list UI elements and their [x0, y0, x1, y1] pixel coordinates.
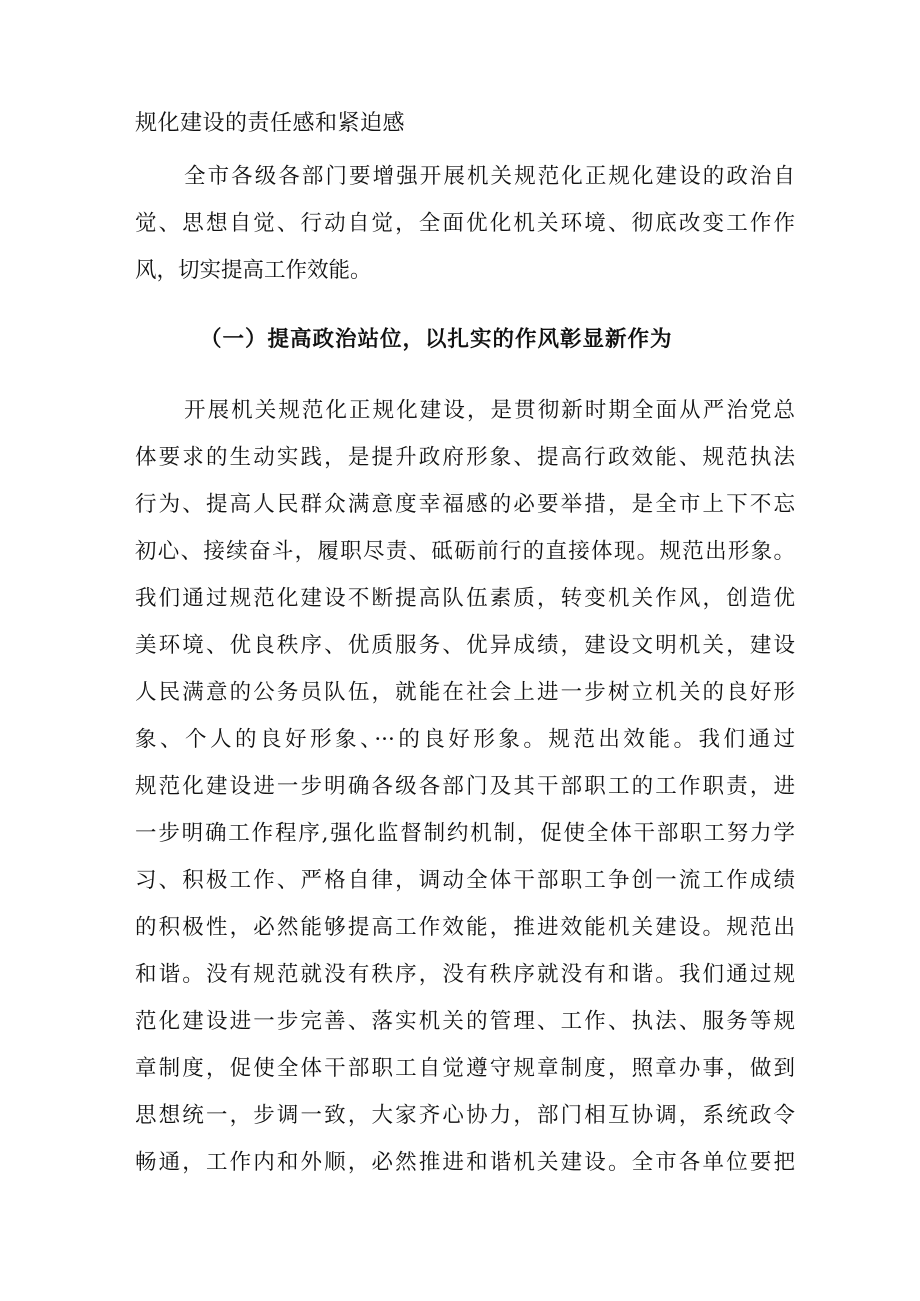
body-line-6: 美环境、优良秩序、优质服务、优异成绩，建设文明机关，建设	[135, 633, 795, 658]
body-line-12: 的积极性，必然能够提高工作效能，推进效能机关建设。规范出	[135, 915, 795, 940]
intro-line-2: 觉、思想自觉、行动自觉，全面优化机关环境、彻底改变工作作	[135, 211, 795, 236]
body-line-10: 一步明确工作程序,强化监督制约机制，促使全体干部职工努力学	[135, 821, 795, 846]
body-line-9: 规范化建设进一步明确各级各部门及其干部职工的工作职责，进	[135, 774, 795, 799]
body-line-7: 人民满意的公务员队伍，就能在社会上进一步树立机关的良好形	[135, 680, 795, 705]
intro-line-3: 风，切实提高工作效能。	[135, 258, 372, 283]
body-line-15: 章制度，促使全体干部职工自觉遵守规章制度，照章办事，做到	[135, 1056, 795, 1081]
body-line-2: 体要求的生动实践，是提升政府形象、提高行政效能、规范执法	[135, 445, 795, 470]
top-heading: 规化建设的责任感和紧迫感	[135, 111, 406, 136]
body-line-5: 我们通过规范化建设不断提高队伍素质，转变机关作风，创造优	[135, 586, 795, 611]
body-line-8: 象、个人的良好形象、···的良好形象。规范出效能。我们通过	[135, 727, 795, 752]
intro-line-1: 全市各级各部门要增强开展机关规范化正规化建设的政治自	[184, 164, 795, 189]
body-line-1: 开展机关规范化正规化建设，是贯彻新时期全面从严治党总	[184, 398, 795, 423]
body-line-14: 范化建设进一步完善、落实机关的管理、工作、执法、服务等规	[135, 1009, 795, 1034]
body-line-11: 习、积极工作、严格自律，调动全体干部职工争创一流工作成绩	[135, 868, 795, 893]
body-line-3: 行为、提高人民群众满意度幸福感的必要举措，是全市上下不忘	[135, 492, 795, 517]
section-heading: （一）提高政治站位，以扎实的作风彰显新作为	[200, 327, 673, 352]
body-line-13: 和谐。没有规范就没有秩序，没有秩序就没有和谐。我们通过规	[135, 962, 795, 987]
body-line-4: 初心、接续奋斗，履职尽责、砥砺前行的直接体现。规范出形象。	[135, 539, 795, 564]
body-line-17: 畅通，工作内和外顺，必然推进和谐机关建设。全市各单位要把	[135, 1150, 795, 1175]
body-line-16: 思想统一，步调一致，大家齐心协力，部门相互协调，系统政令	[135, 1103, 795, 1128]
